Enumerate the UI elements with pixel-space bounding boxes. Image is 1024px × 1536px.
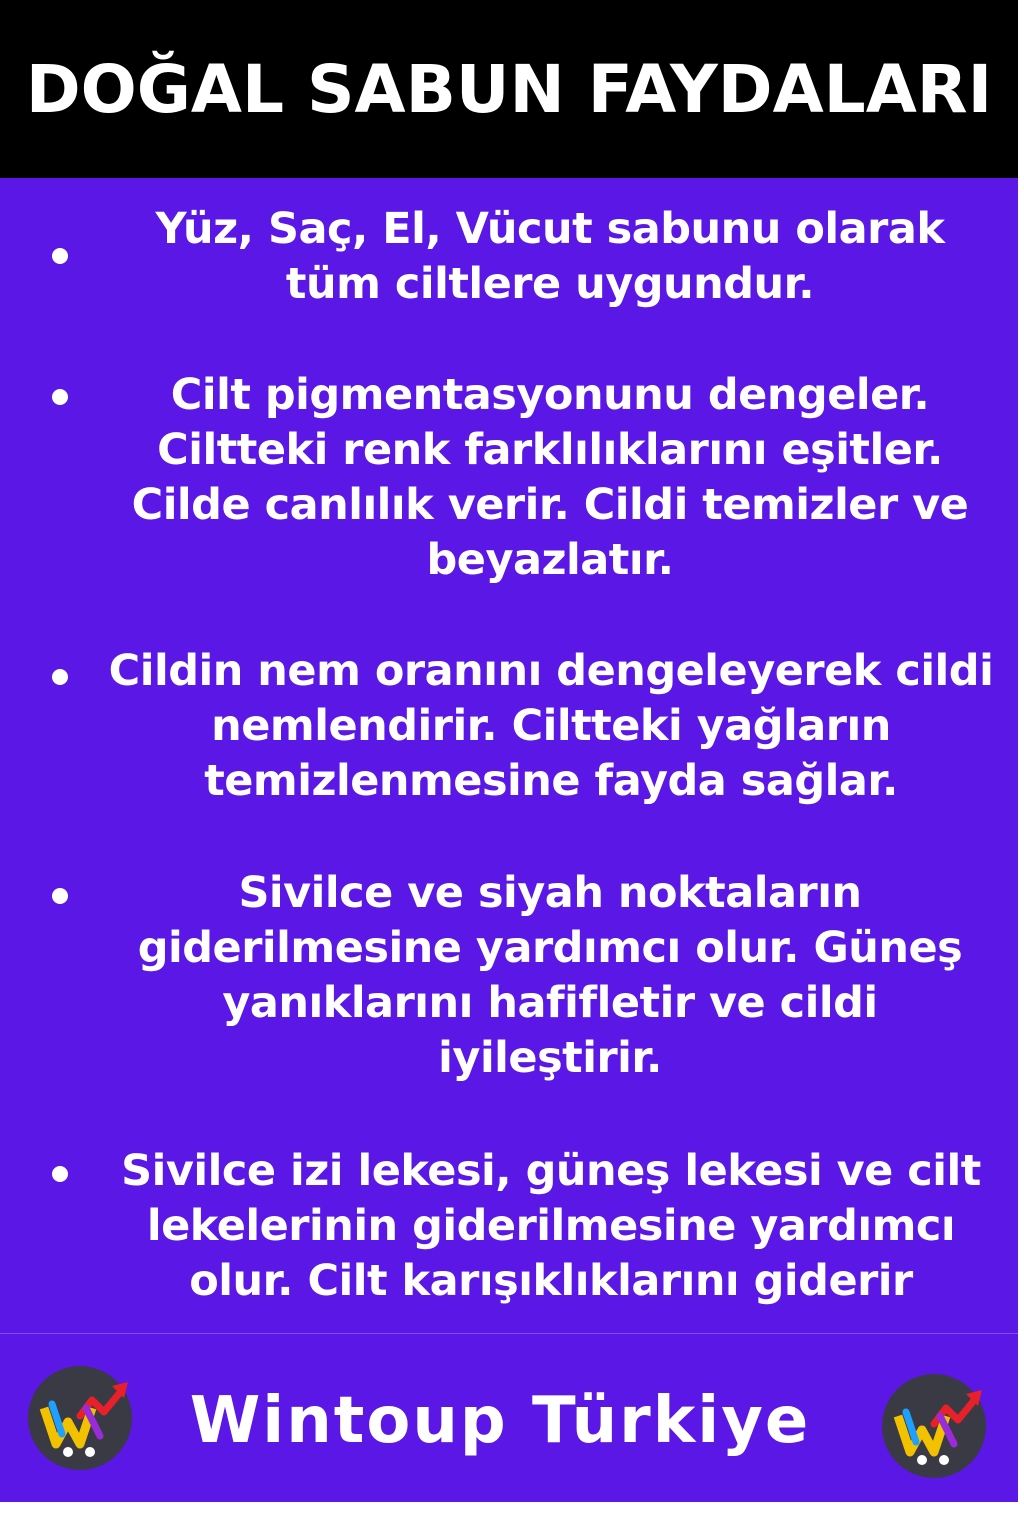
benefit-text: Cilt pigmentasyonunu dengeler. Ciltteki renk farklılıklarını eşitler. Cilde canlılık verir. Cildi temizler ve beyazlatır. [131, 370, 969, 585]
benefit-item [0, 202, 1018, 322]
page-edge [1018, 0, 1024, 1536]
page-title: DOĞAL SABUN FAYDALARI [25, 50, 993, 128]
benefits-panel [0, 178, 1018, 1334]
benefit-text: Sivilce ve siyah noktaların giderilmesine yardımcı olur. Güneş yanıklarını hafifletir ve cildi iyileştirir. [137, 868, 963, 1083]
benefit-item [0, 644, 1018, 814]
wintoup-logo-icon [22, 1356, 138, 1472]
wintoup-logo-icon [876, 1364, 992, 1480]
benefit-text: Sivilce izi lekesi, güneş lekesi ve cilt lekelerinin giderilmesine yardımcı olur. Cilt karışıklıklarını giderir [121, 1146, 981, 1306]
bullet-icon [52, 888, 68, 904]
benefit-item [0, 1144, 1018, 1314]
benefit-item [0, 368, 1018, 598]
benefit-item [0, 866, 1018, 1096]
bullet-icon [52, 389, 68, 405]
brand-name: Wintoup Türkiye [189, 1384, 811, 1458]
bullet-icon [52, 669, 68, 685]
header-bar [0, 0, 1018, 178]
benefit-text: Yüz, Saç, El, Vücut sabunu olarak tüm ciltlere uygundur. [155, 204, 945, 309]
benefit-text: Cildin nem oranını dengeleyerek cildi nemlendirir. Ciltteki yağların temizlenmesine fayda sağlar. [108, 646, 994, 806]
bullet-icon [52, 248, 68, 264]
footer-bar [0, 1334, 1018, 1502]
bullet-icon [52, 1166, 68, 1182]
